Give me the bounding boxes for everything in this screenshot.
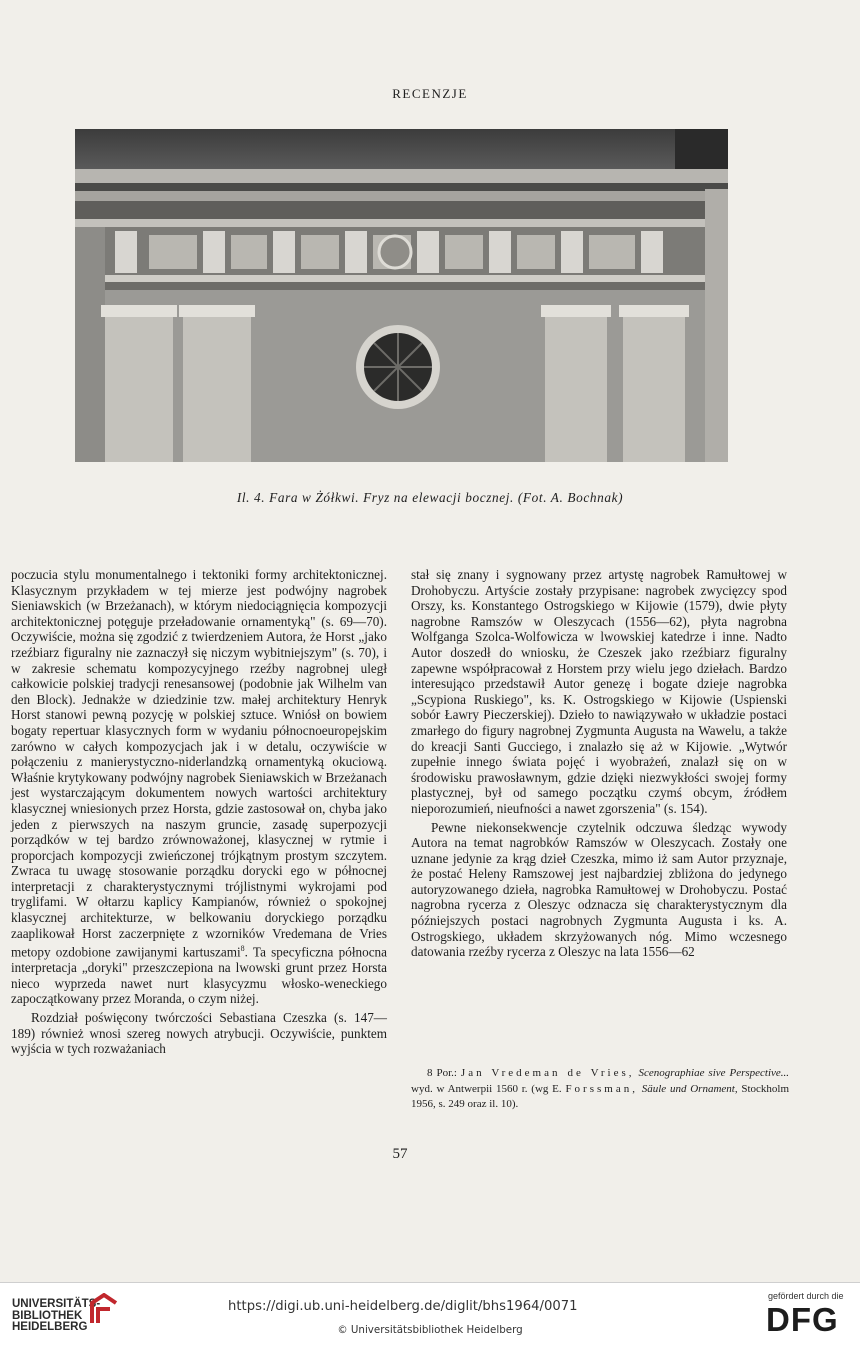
copyright-notice: © Universitätsbibliothek Heidelberg — [337, 1324, 523, 1336]
right-paragraph-1: stał się znany i sygnowany przez artystę nagrobek Ramułtowej w Drohobyczu. Artyście zostały przypisane: nagrobek zwycięzcy spod Orszy, ks. Konstantego Ostrogskiego w Kijowie (1579), dwie płyty nagrobne Ramszów w Oleszycach (1556—62), płyta nagrobna Wolfganga Szolca-Wolfowicza w lwowskiej katedrze i inne. Nadto Autor doszedł do wniosku, że Czeszek jako rzeźbiarz figuralny zapewne współpracował z Horstem przy wielu jego dziełach. Bardzo interesująco przedstawił Autor genezę i bogate dzieje nagrobka „Scypiona Ruskiego", ks. K. Ostrogskiego w Kijowie (Uspienski sobór Ławry Pieczerskiej). Dzieło to nawiązywało w układzie postaci zmarłego do figury nagrobnej Zygmunta Augusta na Wawelu, a także do kreacji Santi Gucciego, i znalazło się aż w Kijowie. „Wytwór zupełnie innego świata pojęć i wyobrażeń, znalazł się on w środowisku prawosławnym, gdzie dzięki niezwykłości swojej formy plastycznej, był od samego początku czymś obcym, źródłem nieporozumień, nieufności a nawet zgorszenia" (s. 154). — [411, 567, 787, 816]
footnote-pub-1: wyd. w Antwerpii 1560 r. (wg E. — [411, 1082, 562, 1095]
left-text-column — [11, 567, 387, 1057]
footnote-title-1: Scenographiae sive Perspective... — [638, 1067, 790, 1079]
footnote-author-2: Forssman, — [565, 1082, 638, 1095]
library-logo-text[interactable]: UNIVERSITÄTS- BIBLIOTHEK HEIDELBERG — [12, 1298, 101, 1333]
figure-caption: Il. 4. Fara w Żółkwi. Fryz na elewacji bocznej. (Fot. A. Bochnak) — [236, 490, 624, 505]
library-logo-icon[interactable] — [88, 1293, 120, 1327]
permalink-url[interactable]: https://digi.ub.uni-heidelberg.de/diglit/bhs1964/0071 — [228, 1299, 578, 1314]
running-header: RECENZJE — [392, 86, 468, 101]
facade-frieze-photo — [75, 129, 728, 462]
funding-label: gefördert durch die — [768, 1291, 844, 1301]
footnote — [411, 1066, 789, 1113]
footnote-author-1: Jan Vredeman de Vries, — [460, 1067, 635, 1079]
footnote-por: Por.: — [436, 1067, 457, 1079]
footnote-reference[interactable]: 8 — [240, 944, 245, 954]
right-paragraph-2: Pewne niekonsekwencje czytelnik odczuwa śledząc wywody Autora na temat nagrobków Ramszów w Oleszycach. Zostały one uznane jedynie za krąg dzieł Czeszka, mimo iż sam Autor przyznaje, że postać Heleny Ramszowej jest najbardziej zbliżona do jedynego autoryzowanego dzieła, nagrobka Ramułtowej w Drohobyczu. Postać nagrobna rycerza z Oleszyc odznacza się charakterystycznym dla późniejszych postaci nagrobnych Zygmunta Augusta i ks. A. Ostrogskiego, układem skrzyżowanych nóg. Mimo wczesnego datowania rzeźby rycerza z Oleszyc na lata 1556—62 — [411, 819, 787, 960]
footnote-title-2: Säule und Ornament, — [641, 1082, 738, 1095]
footnote-pub-2: Stockholm 1956, s. 249 oraz il. 10). — [411, 1082, 790, 1110]
dfg-logo[interactable]: DFG — [766, 1301, 839, 1338]
page-number: 57 — [392, 1146, 408, 1162]
right-text-column — [411, 567, 787, 960]
left-paragraph-2: Rozdział poświęcony twórczości Sebastiana Czeszka (s. 147—189) również wnosi szereg nowych atrybucji. Oczywiście, punktem wyjścia w tych rozważaniach — [11, 1010, 387, 1057]
footnote-number: 8 — [427, 1067, 433, 1079]
left-paragraph-1: poczucia stylu monumentalnego i tektoniki formy architektonicznej. Klasycznym przykładem w tej mierze jest podwójny nagrobek Sieniawskich (w Brzeżanach), w którym niedociągnięcia kompozycji architektonicznej potęguje przeładowanie ornamentyką" (s. 69—70). Oczywiście, można się zgodzić z twierdzeniem Autora, że Horst „jako rzeźbiarz figuralny nie zaznaczył się niczym wybitniejszym" (s. 70), i w zakresie schematu kompozycyjnego rzeźby nagrobnej uległ całkowicie polskiej tradycji renesansowej (podobnie jak Wilhelm van den Block). Jednakże w dziedzinie tzw. małej architektury Henryk Horst stanowi pewną pozycję w polskiej sztuce. Wniósł on bowiem bogaty repertuar klasycznych form w wydaniu północnoeuropejskim zarówno w całych kompozycjach jak i w detalu, oczywiście w połączeniu z manierystyczno-niderlandzką ornamentyką okuciową. Właśnie krytykowany podwójny nagrobek Sieniawskich w Brzeżanach jest wystarczającym dokumentem nowych wartości architektury klasycznej wniesionych przez Horsta, gdzie zastosował on, chyba jako jeden z pierwszych na naszym gruncie, zasadę superpozycji porządków w tej bardzo zrównoważonej, klasycznej w rytmie i proporcjach kompozycji zwieńczonej trójkątnym prostym szczytem. Zwraca tu uwagę stosowanie porządku dorycki ego w północnej interpretacji z charakterystycznymi trójlistnymi wykrojami pod tryglifami. W ołtarzu kaplicy Kampianów, również o spokojnej klasycznej architekturze, w belkowaniu doryckiego porządku zaaplikował Horst zaczerpnięte z wzorników Vredemana de Vries metopy ozdobione zawijanymi kartuszami$^8$. Ta specyficzna północna interpretacja „doryki" przeszczepiona na lwowski grunt przez Horsta nieco wyprzeda nawet nurt klasycyzmu włosko-weneckiego zapoczątkowany przez Moranda, o czym niżej. — [11, 567, 387, 1007]
viewer-footer-bar — [0, 1282, 860, 1345]
